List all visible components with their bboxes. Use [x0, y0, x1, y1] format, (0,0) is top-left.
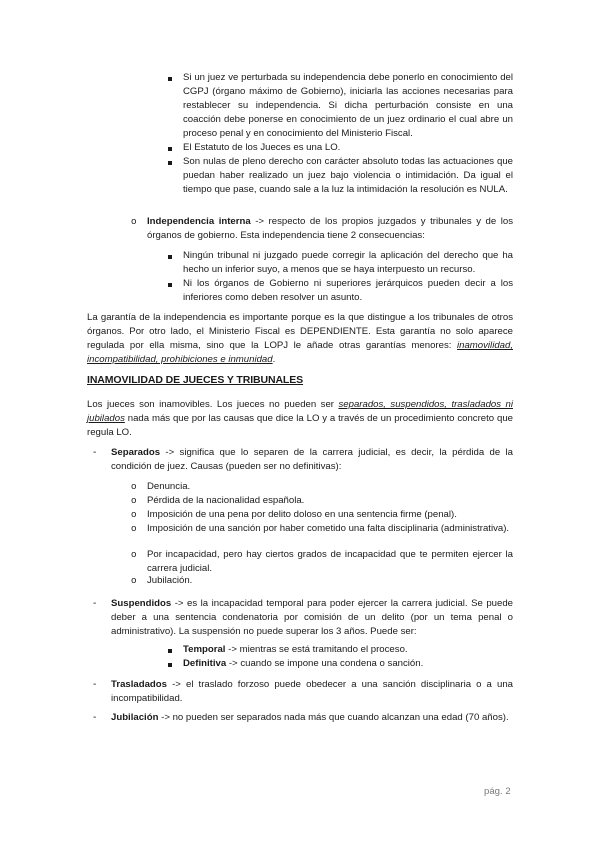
circle-bullet-icon: o — [131, 524, 137, 534]
list-item: Jubilación. — [147, 575, 193, 586]
term: Suspendidos — [111, 598, 172, 609]
circle-bullet-icon: o — [131, 496, 137, 506]
paragraph — [147, 215, 513, 243]
text: -> cuando se impone una condena o sanción. — [226, 658, 424, 669]
paragraph: El Estatuto de los Jueces es una LO. — [183, 142, 341, 153]
square-bullet-icon — [168, 255, 172, 259]
square-bullet-icon — [168, 283, 172, 287]
term: Temporal — [183, 644, 226, 655]
text: -> el traslado forzoso puede obedecer a una sanción disciplinaria o a una incompatibilidad. — [111, 679, 513, 704]
paragraph: Ningún tribunal ni juzgado puede corregir la aplicación del derecho que ha hecho un inferior suyo, a menos que se haya interpuesto un recurso. — [183, 250, 513, 275]
underlined-text: inamovilidad, incompatibilidad, prohibiciones e inmunidad — [87, 340, 513, 365]
term: Jubilación — [111, 712, 159, 723]
square-bullet-icon — [168, 147, 172, 151]
dash-bullet-icon: - — [93, 598, 97, 609]
paragraph — [111, 711, 513, 725]
circle-bullet-icon: o — [131, 482, 137, 492]
square-bullet-icon — [168, 161, 172, 165]
list-item: Denuncia. — [147, 481, 191, 492]
paragraph — [87, 311, 513, 367]
circle-bullet-icon: o — [131, 576, 137, 586]
underlined-text: separados, suspendidos, trasladados ni jubilados — [87, 399, 513, 424]
paragraph — [111, 678, 513, 706]
list-item — [183, 643, 513, 657]
text: Los jueces son inamovibles. Los jueces no pueden ser — [87, 399, 339, 410]
circle-bullet-icon: o — [131, 550, 137, 560]
text: La garantía de la independencia es importante porque es la que distingue a los tribunales de otros órganos. Por otro lado, el Ministerio Fiscal es DEPENDIENTE. Esta garantía no solo aparece regulada por ella misma, sino que la LOPJ le añade otras garantías menores: — [87, 312, 513, 351]
paragraph — [111, 446, 513, 474]
list-item: Por incapacidad, pero hay ciertos grados de incapacidad que te permiten ejercer la carrera judicial. — [147, 549, 513, 574]
paragraph: Ni los órganos de Gobierno ni superiores jerárquicos pueden decir a los inferiores como deben resolver un asunto. — [183, 278, 513, 303]
text: -> mientras se está tramitando el proceso. — [225, 644, 408, 655]
list-item: Pérdida de la nacionalidad española. — [147, 495, 305, 506]
paragraph — [111, 597, 513, 639]
dash-bullet-icon: - — [93, 712, 97, 723]
square-bullet-icon — [168, 663, 172, 667]
circle-bullet-icon: o — [131, 217, 137, 227]
paragraph: Son nulas de pleno derecho con carácter absoluto todas las actuaciones que puedan haber realizado un juez bajo violencia o intimidación. Da igual el tiempo que pase, cuando sale a la luz la intimidación la resolución es NULA. — [183, 156, 513, 195]
text: -> es la incapacidad temporal para poder ejercer la carrera judicial. Se puede deber a una sentencia condenatoria por comisión de un delito (por un tema penal o administrativo). La suspensión no puede superar los 3 años. Puede ser: — [111, 598, 513, 637]
paragraph: Si un juez ve perturbada su independencia debe ponerlo en conocimiento del CGPJ (órgano máximo de Gobierno), iniciarla las acciones necesarias para restablecer su independencia. Si dicha perturbación consiste en una coacción debe ponerse en conocimiento de un juez ordinario el cual abre un proceso penal y en conocimiento del Ministerio Fiscal. — [183, 72, 513, 139]
term: Independencia interna — [147, 216, 251, 227]
text: nada más que por las causas que dice la LO y a través de un procedimiento concreto que regula LO. — [87, 413, 513, 438]
text: -> significa que lo separen de la carrera judicial, es decir, la pérdida de la condición de juez. Causas (pueden ser no definitivas): — [111, 447, 513, 472]
list-item: Imposición de una pena por delito doloso en una sentencia firme (penal). — [147, 509, 457, 520]
circle-bullet-icon: o — [131, 510, 137, 520]
term: Definitiva — [183, 658, 227, 669]
list-item: Imposición de una sanción por haber cometido una falta disciplinaria (administrativa). — [147, 523, 510, 534]
dash-bullet-icon: - — [93, 679, 97, 690]
page-number: pág. 2 — [484, 786, 511, 797]
list-item — [183, 657, 513, 671]
square-bullet-icon — [168, 77, 172, 81]
dash-bullet-icon: - — [93, 447, 97, 458]
text: -> respecto de los propios juzgados y tribunales y de los órganos de gobierno. Esta independencia tiene 2 consecuencias: — [147, 216, 513, 241]
square-bullet-icon — [168, 649, 172, 653]
paragraph — [87, 398, 513, 440]
term: Separados — [111, 447, 161, 458]
text: -> no pueden ser separados nada más que cuando alcanzan una edad (70 años). — [158, 712, 509, 723]
section-heading: INAMOVILIDAD DE JUECES Y TRIBUNALES — [87, 374, 304, 386]
text: . — [272, 354, 276, 365]
term: Trasladados — [111, 679, 167, 690]
